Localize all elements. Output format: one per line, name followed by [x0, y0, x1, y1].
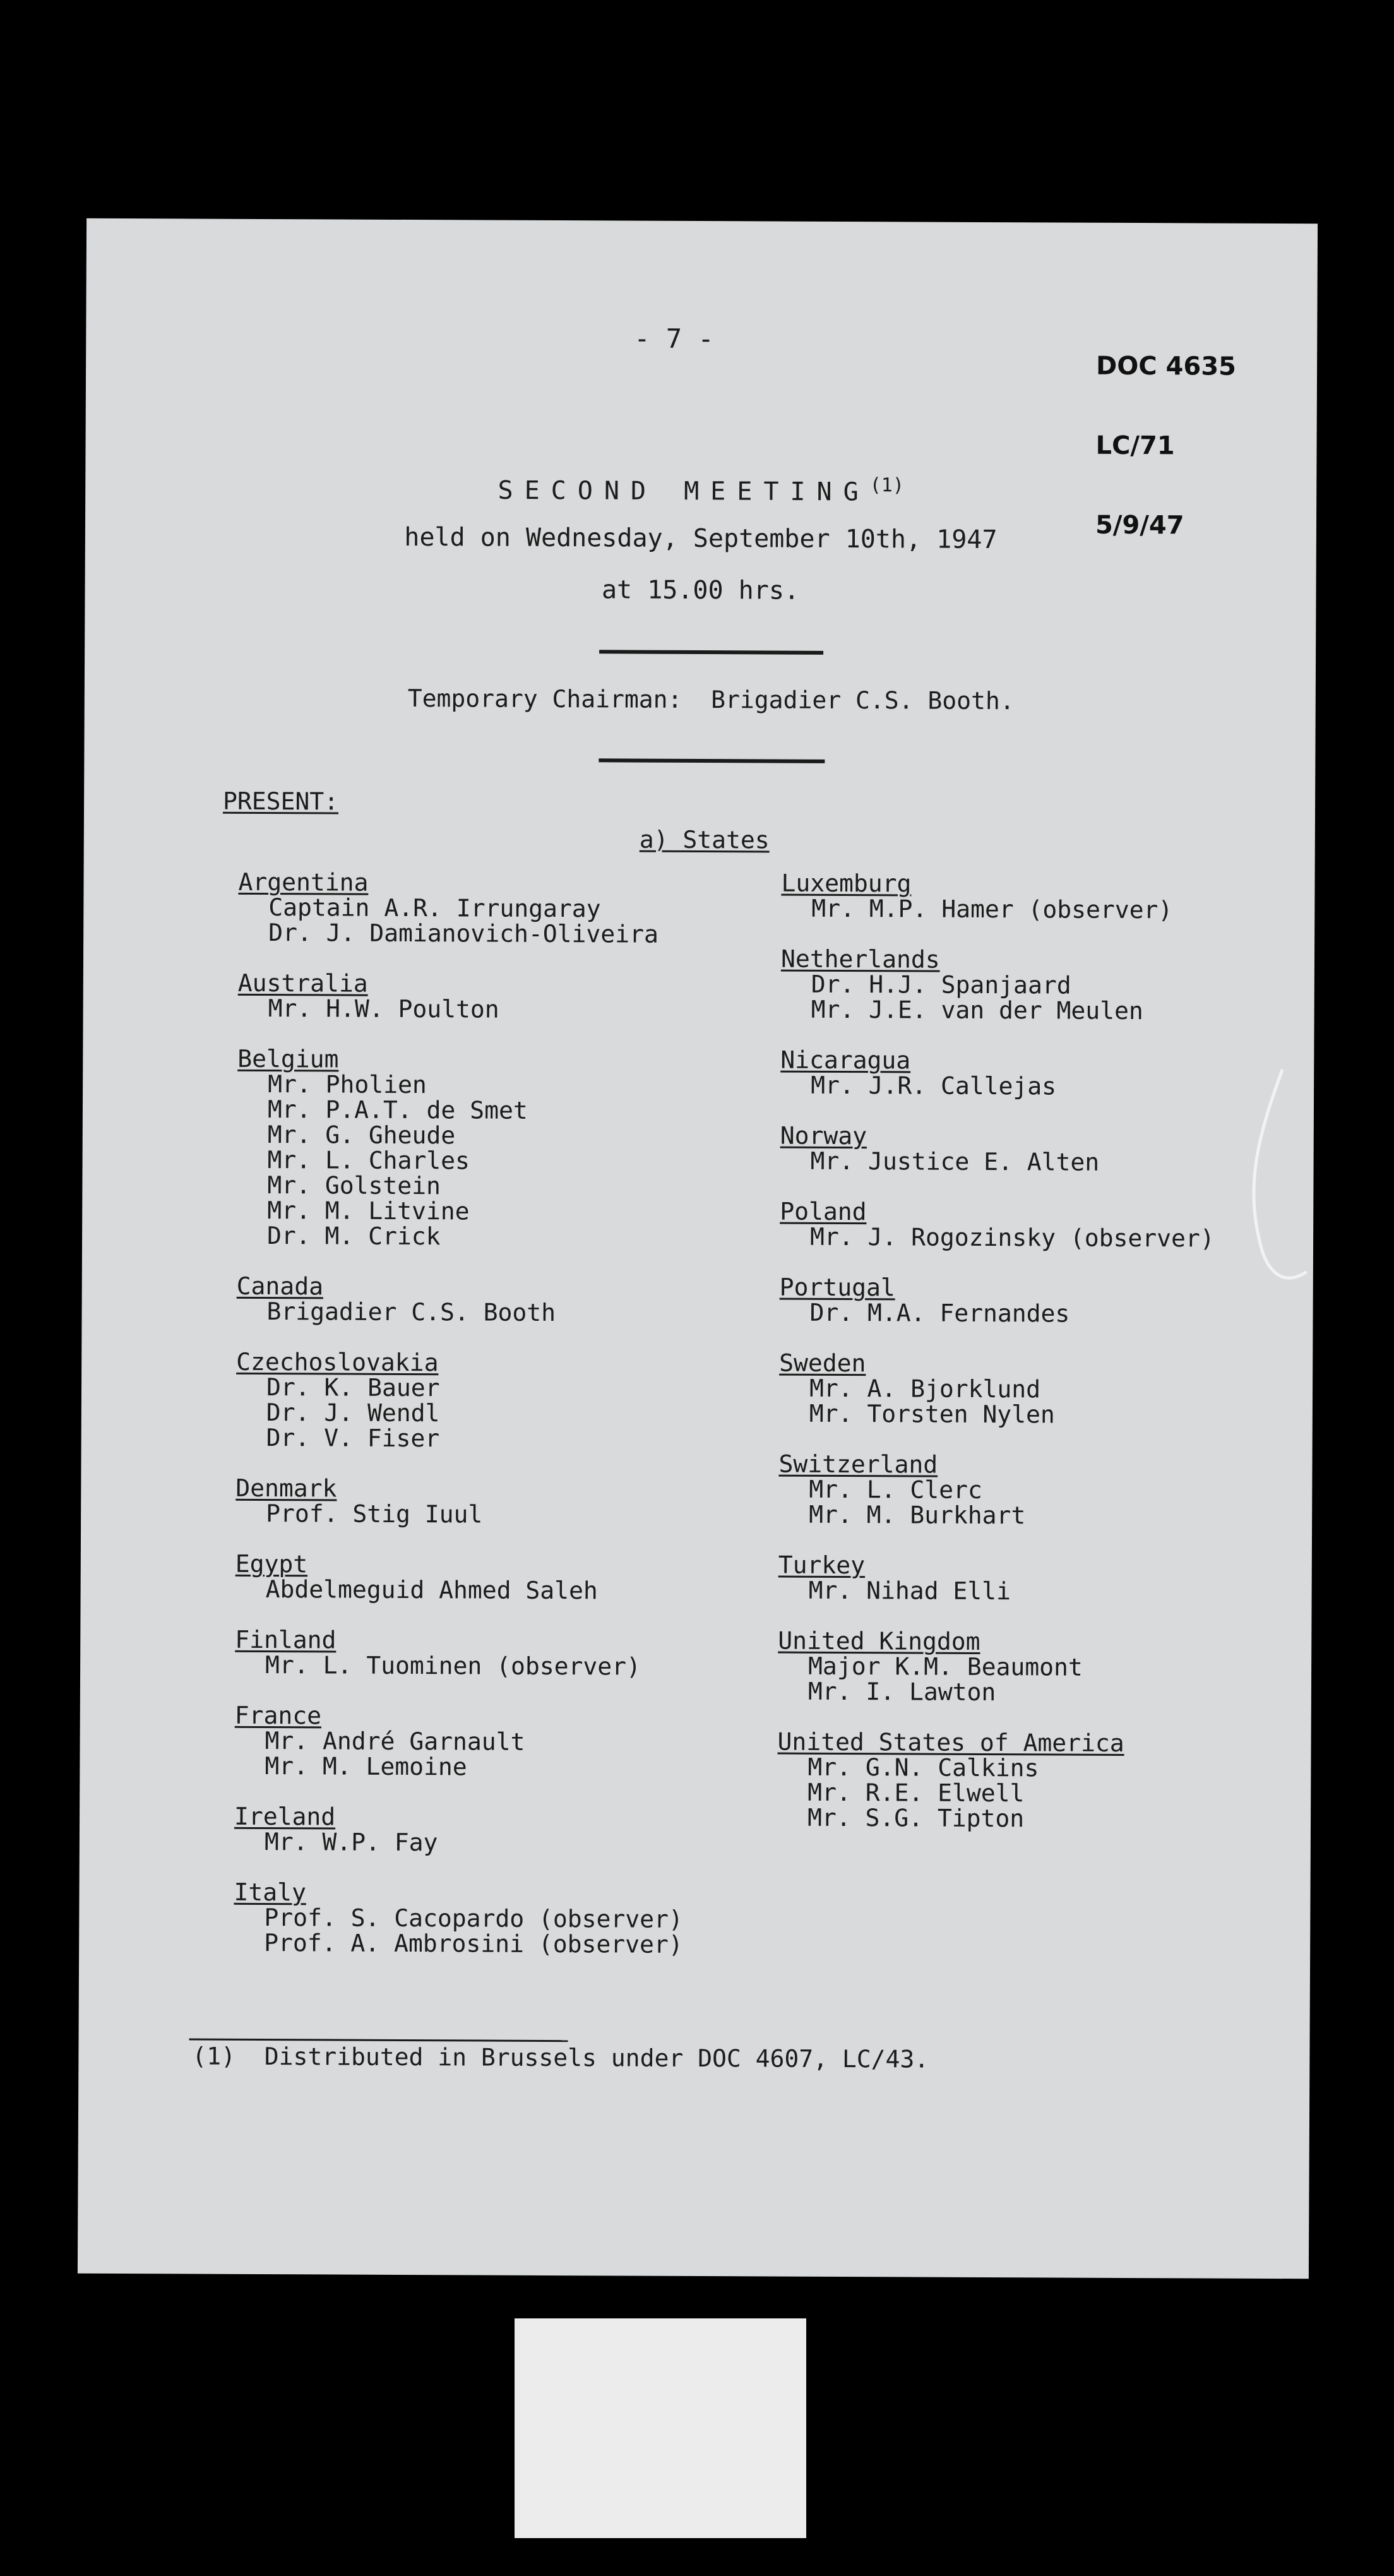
country-group — [235, 1551, 685, 1604]
blank-card — [515, 2318, 806, 2538]
meeting-title-text: SECOND MEETING — [497, 475, 870, 507]
country-group — [781, 871, 1216, 923]
country-name: Denmark — [235, 1474, 337, 1503]
delegate: Mr. W.P. Fay — [264, 1828, 438, 1857]
divider-rule — [599, 650, 823, 655]
delegate: Mr. Pholien — [268, 1070, 427, 1099]
country-group — [237, 1046, 687, 1250]
country-name: Argentina — [238, 868, 369, 897]
country-group — [235, 1627, 684, 1679]
page-number: - 7 - — [634, 323, 714, 355]
section-label: a) States — [639, 825, 770, 854]
delegate: Dr. H.J. Spanjaard — [811, 970, 1071, 999]
delegate: Brigadier C.S. Booth — [266, 1297, 556, 1327]
delegate: Mr. Torsten Nylen — [809, 1399, 1055, 1429]
country-name: Canada — [236, 1272, 324, 1301]
delegate: Mr. L. Clerc — [809, 1475, 982, 1504]
country-name: United Kingdom — [778, 1626, 980, 1655]
delegate: Mr. M. Burkhart — [809, 1500, 1026, 1530]
doc-ref-line: LC/71 — [1095, 431, 1175, 461]
delegate: Dr. J. Wendl — [266, 1398, 440, 1428]
chairman-line: Temporary Chairman: Brigadier C.S. Booth. — [407, 684, 1015, 715]
country-group — [236, 1349, 686, 1452]
country-name: Luxemburg — [781, 869, 912, 898]
country-name: France — [234, 1701, 322, 1730]
country-name: Turkey — [778, 1551, 866, 1580]
country-name: Portugal — [779, 1273, 895, 1302]
delegate: Mr. J.E. van der Meulen — [811, 995, 1143, 1025]
delegate: Mr. A. Bjorklund — [809, 1374, 1041, 1404]
delegate: Captain A.R. Irrungaray — [268, 893, 601, 923]
delegate: Dr. J. Damianovich-Oliveira — [268, 919, 658, 948]
meeting-time: at 15.00 hrs. — [601, 575, 800, 605]
meeting-title — [85, 471, 1316, 509]
country-group — [780, 1123, 1215, 1176]
country-group — [781, 946, 1216, 1024]
present-label: PRESENT: — [222, 787, 339, 816]
country-name: Norway — [780, 1121, 867, 1150]
delegate: Dr. M. Crick — [266, 1222, 441, 1251]
country-group — [780, 1047, 1215, 1100]
delegate: Mr. André Garnault — [265, 1727, 525, 1756]
delegate: Mr. L. Tuominen (observer) — [265, 1651, 641, 1681]
delegate: Dr. V. Fiser — [266, 1424, 440, 1453]
delegate: Mr. M. Litvine — [267, 1196, 470, 1225]
delegate: Mr. G. Gheude — [267, 1121, 456, 1150]
delegate: Mr. P.A.T. de Smet — [267, 1095, 528, 1124]
left-column — [234, 869, 688, 1957]
footnote-mark: (1) — [869, 474, 905, 497]
delegate: Major K.M. Beaumont — [808, 1652, 1083, 1681]
footnote: (1) Distributed in Brussels under DOC 4607, LC/43. — [192, 2042, 929, 2073]
delegate: Mr. J. Rogozinsky (observer) — [809, 1222, 1215, 1253]
delegate: Prof. S. Cacopardo (observer) — [264, 1904, 683, 1933]
doc-ref-line: DOC 4635 — [1096, 351, 1237, 381]
doc-ref-line: 5/9/47 — [1095, 510, 1184, 540]
country-group — [235, 1476, 685, 1528]
delegate: Mr. L. Charles — [267, 1146, 470, 1175]
delegate: Mr. H.W. Poulton — [268, 994, 499, 1023]
country-name: Netherlands — [780, 945, 940, 974]
document-page — [78, 218, 1318, 2279]
country-name: Nicaragua — [780, 1046, 911, 1075]
delegate: Abdelmeguid Ahmed Saleh — [265, 1575, 598, 1605]
country-name: Ireland — [234, 1802, 336, 1831]
delegate: Mr. Justice E. Alten — [810, 1147, 1100, 1176]
country-name: Australia — [237, 969, 368, 998]
country-group — [777, 1729, 1212, 1832]
delegate: Prof. Stig Iuul — [266, 1500, 483, 1529]
country-group — [778, 1628, 1213, 1706]
delegate: Mr. M.P. Hamer (observer) — [811, 894, 1173, 924]
country-group — [238, 869, 688, 947]
delegate: Mr. S.G. Tipton — [807, 1803, 1025, 1833]
country-name: Italy — [234, 1878, 307, 1907]
delegate: Mr. I. Lawton — [807, 1677, 996, 1707]
country-name: Poland — [780, 1197, 867, 1226]
country-name: Belgium — [237, 1044, 339, 1073]
country-group — [236, 1273, 686, 1326]
delegate: Mr. G.N. Calkins — [807, 1753, 1039, 1782]
meeting-date: held on Wednesday, September 10th, 1947 — [404, 522, 998, 555]
country-name: Finland — [235, 1625, 337, 1654]
country-group — [780, 1199, 1215, 1251]
delegate: Mr. R.E. Elwell — [807, 1778, 1025, 1808]
country-group — [778, 1553, 1213, 1605]
country-group — [234, 1703, 684, 1780]
delegate: Mr. Nihad Elli — [808, 1576, 1011, 1606]
right-column — [777, 871, 1216, 1832]
country-group — [234, 1880, 683, 1957]
country-group — [234, 1804, 684, 1856]
country-name: United States of America — [777, 1727, 1124, 1757]
divider-rule — [599, 758, 825, 763]
country-group — [779, 1351, 1214, 1428]
delegate: Dr. M.A. Fernandes — [809, 1298, 1070, 1328]
pencil-mark-icon — [1237, 1063, 1314, 1304]
country-group — [779, 1275, 1214, 1327]
footnote-rule — [189, 2038, 568, 2042]
country-name: Czechoslovakia — [236, 1347, 439, 1377]
delegate: Dr. K. Bauer — [266, 1373, 440, 1402]
delegate: Prof. A. Ambrosini (observer) — [264, 1929, 683, 1959]
delegate: Mr. Golstein — [267, 1171, 441, 1200]
country-name: Switzerland — [778, 1450, 938, 1479]
country-name: Sweden — [779, 1349, 866, 1378]
delegate: Mr. J.R. Callejas — [811, 1071, 1057, 1100]
country-group — [238, 970, 688, 1023]
delegate: Mr. M. Lemoine — [265, 1752, 467, 1781]
country-name: Egypt — [235, 1549, 308, 1578]
country-group — [778, 1452, 1213, 1529]
